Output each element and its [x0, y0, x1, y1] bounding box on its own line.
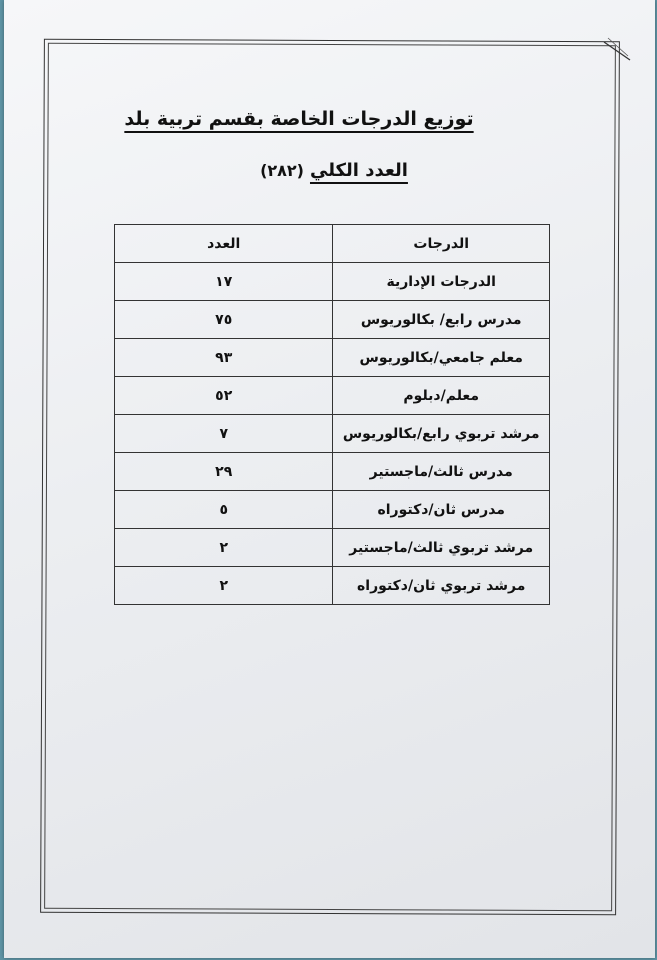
total-count-label: العدد الكلي — [309, 160, 408, 181]
grade-count: ٧٥ — [115, 301, 333, 339]
grade-count: ١٧ — [115, 263, 333, 301]
grades-table — [114, 224, 550, 605]
grade-name: مدرس ثالث/ماجستير — [333, 453, 550, 491]
document-title: توزيع الدرجات الخاصة بقسم تربية بلد — [124, 108, 474, 130]
grade-name: مرشد تربوي رابع/بكالوريوس — [333, 415, 550, 453]
grade-name: مدرس ثان/دكتوراه — [333, 491, 550, 529]
grade-name: مرشد تربوي ثالث/ماجستير — [333, 529, 550, 567]
grade-count: ٢ — [115, 567, 333, 605]
table-row — [115, 301, 550, 339]
header-count: العدد — [115, 225, 333, 263]
table-row — [115, 453, 550, 491]
grade-count: ٥ — [115, 491, 333, 529]
pencil-mark-icon — [602, 34, 632, 64]
grade-name: مرشد تربوي ثان/دكتوراه — [333, 567, 550, 605]
table-row — [115, 415, 550, 453]
grade-name: معلم جامعي/بكالوريوس — [333, 339, 550, 377]
grade-count: ٢ — [115, 529, 333, 567]
table-row — [115, 529, 550, 567]
total-count-line — [4, 160, 657, 181]
total-count-value: (٢٨٢) — [260, 161, 304, 180]
grade-name: الدرجات الإدارية — [333, 263, 550, 301]
table-row — [115, 491, 550, 529]
grade-name: مدرس رابع/ بكالوريوس — [333, 301, 550, 339]
grade-count: ٧ — [115, 415, 333, 453]
paper-sheet — [4, 0, 655, 958]
grade-count: ٩٣ — [115, 339, 333, 377]
grade-count: ٢٩ — [115, 453, 333, 491]
table-row — [115, 339, 550, 377]
table-row — [115, 567, 550, 605]
table-header-row — [115, 225, 550, 263]
table-row — [115, 377, 550, 415]
header-grades: الدرجات — [333, 225, 550, 263]
table-row — [115, 263, 550, 301]
grade-count: ٥٢ — [115, 377, 333, 415]
grade-name: معلم/دبلوم — [333, 377, 550, 415]
